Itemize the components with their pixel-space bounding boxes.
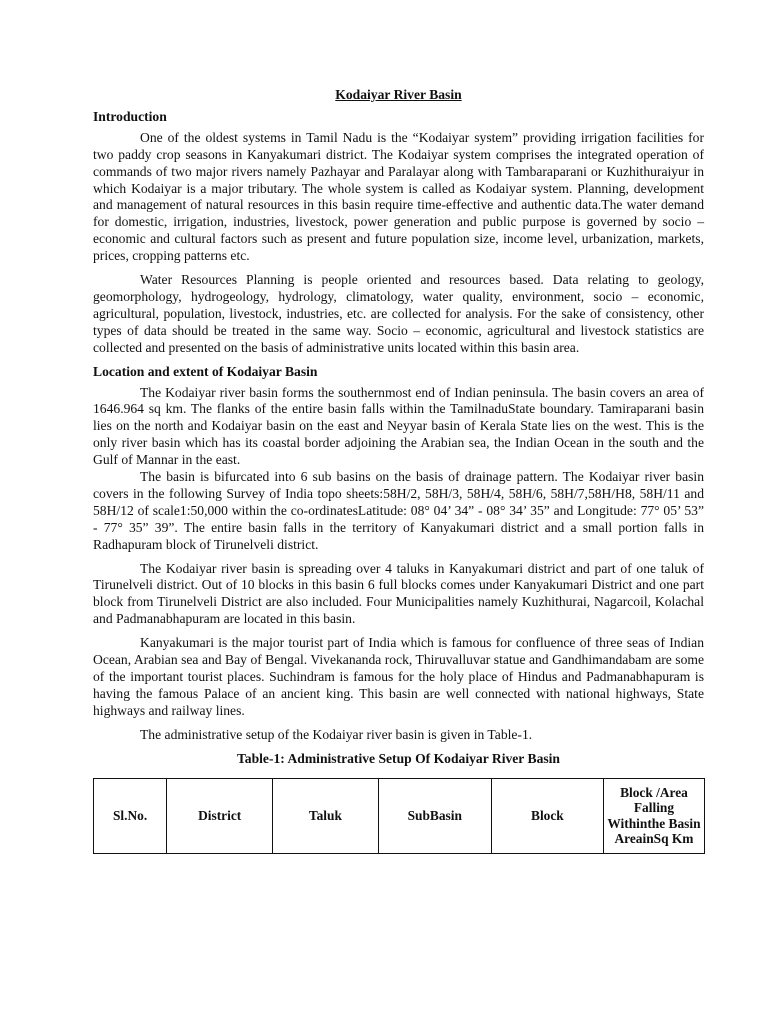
paragraph: Kanyakumari is the major tourist part of India which is famous for confluence of three seas of Indian Ocean, Arabian sea and Bay of Bengal. Vivekananda rock, Thiruvalluvar statue and Gandhimandabam are some of the important tourist places. Suchindram is famous for the holy place of Hindus and Padmanabhapuram is having the famous Palace of an ancient king. This basin are well connected with national highways, State highways and railway lines. <box>93 635 704 718</box>
document-title: Kodaiyar River Basin <box>335 87 462 102</box>
paragraph: The Kodaiyar river basin is spreading over 4 taluks in Kanyakumari district and part of one taluk of Tirunelveli district. Out of 10 blocks in this basin 6 full blocks comes under Kanyakumari District and one part block from Tirunelveli District are also included. Four Municipalities namely Kuzhithurai, Nagarcoil, Kolachal and Padmanabhapuram are located in this basin. <box>93 560 704 627</box>
paragraph: The administrative setup of the Kodaiyar river basin is given in Table-1. <box>140 726 533 742</box>
paragraph: Water Resources Planning is people oriented and resources based. Data relating to geology, geomorphology, hydrogeology, hydrology, climatology, water quality, environment, socio – economic, agricultural, population, livestock, industries, etc. are collected for analysis. For the sake of consistency, other types of data should be treated in the same way. Socio – economic, agricultural and livestock statistics are collected and presented on the basis of administrative units located within this basin area. <box>93 272 704 355</box>
table-header-cell: Block /Area Falling Withinthe Basin AreainSq Km <box>603 778 704 853</box>
table-caption: Table-1: Administrative Setup Of Kodaiyar River Basin <box>236 750 560 766</box>
table-header-cell: Block <box>491 778 603 853</box>
table-header-cell: SubBasin <box>378 778 491 853</box>
section-heading-introduction: Introduction <box>93 108 167 124</box>
paragraph: The Kodaiyar river basin forms the southernmost end of Indian peninsula. The basin covers an area of 1646.964 sq km. The flanks of the entire basin falls within the TamilnaduState boundary. Tamiraparani basin lies on the north and Kodaiyar basin on the east and Neyyar basin of Kerala State lies on the west. This is the only river basin which has its coastal border adjoining the Arabian sea, the Indian Ocean in the south and the Gulf of Mannar in the east. <box>93 384 704 468</box>
paragraph: One of the oldest systems in Tamil Nadu is the “Kodaiyar system” providing irrigation facilities for two paddy crop seasons in Kanyakumari district. The Kodaiyar system comprises the integrated operation of commands of two major rivers namely Pazhayar and Paralayar along with Tambaraparani or Kuzhithuraiyur in which Kodaiyar is a major tributary. The whole system is called as Kodaiyar system. Planning, development and management of natural resources in this basin require time-effective and authentic data.The water demand for domestic, irrigation, industries, livestock, power generation and public purpose is governed by socio – economic and cultural factors such as present and future population size, income level, urbanization, markets, prices, cropping patterns etc. <box>93 129 704 264</box>
document-body <box>93 87 704 854</box>
table-header-cell: District <box>167 778 273 853</box>
administrative-setup-table <box>93 778 705 854</box>
paragraph: The basin is bifurcated into 6 sub basins on the basis of drainage pattern. The Kodaiyar river basin covers in the following Survey of India topo sheets:58H/2, 58H/3, 58H/4, 58H/6, 58H/7,58H/H8, 58H/11 and 58H/12 of scale1:50,000 within the co-ordinatesLatitude: 08° 04’ 34” - 08° 34’ 35” and Longitude: 77° 05’ 53” - 77° 35” 39”. The entire basin falls in the territory of Kanyakumari district and a small portion falls in Radhapuram block of Tirunelveli district. <box>93 469 704 552</box>
table-header-row <box>94 778 705 853</box>
table-header-cell: Sl.No. <box>94 778 167 853</box>
section-heading-location: Location and extent of Kodaiyar Basin <box>93 363 318 379</box>
table-header-cell: Taluk <box>273 778 378 853</box>
